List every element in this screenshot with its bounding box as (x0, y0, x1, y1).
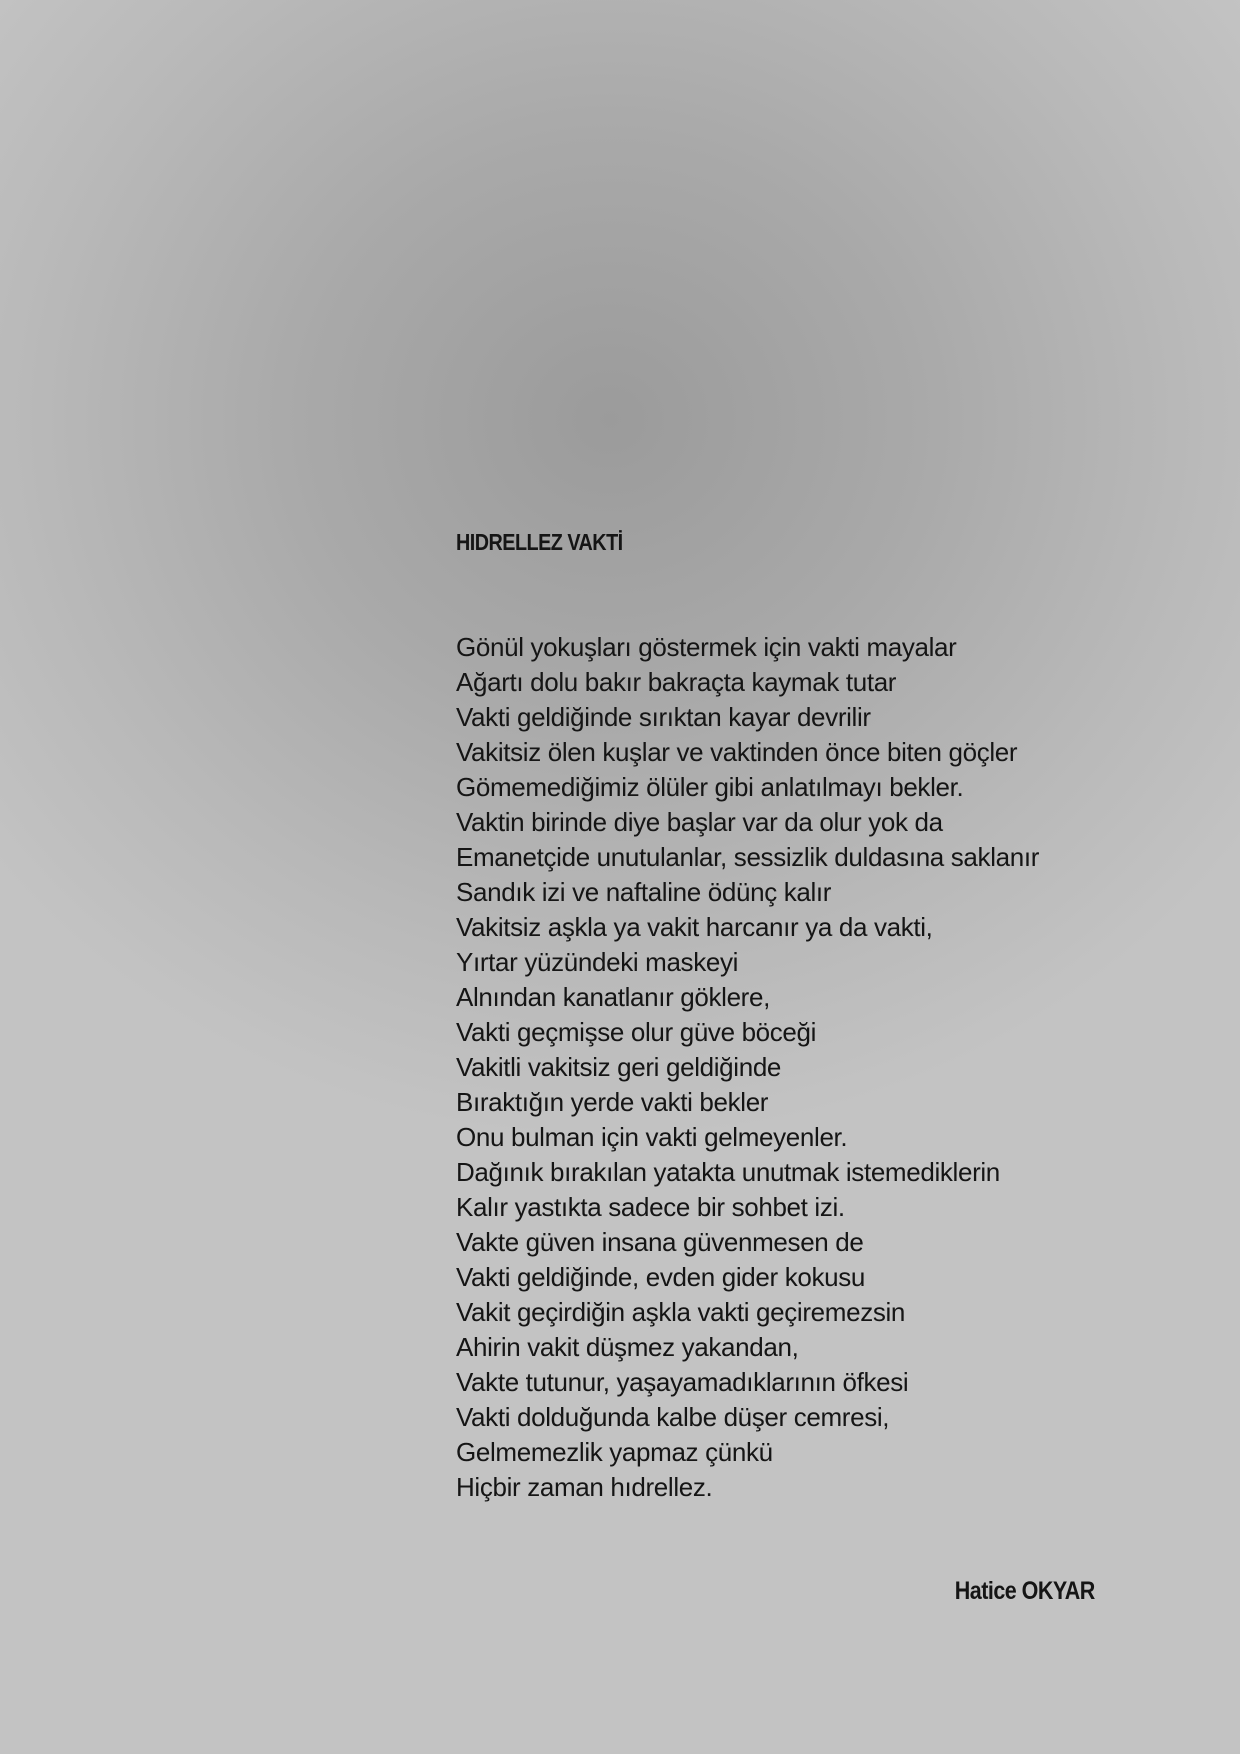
poem-line: Vakti dolduğunda kalbe düşer cemresi, (456, 1402, 890, 1432)
poem-line: Vakti geçmişse olur güve böceği (456, 1017, 817, 1047)
poem-line: Onu bulman için vakti gelmeyenler. (456, 1122, 848, 1152)
poem-line: Vakti geldiğinde, evden gider kokusu (456, 1262, 865, 1292)
poem-line: Dağınık bırakılan yatakta unutmak istemediklerin (456, 1157, 1000, 1187)
poem-line: Vakit geçirdiğin aşkla vakti geçiremezsin (456, 1297, 906, 1327)
poem-line: Vakitsiz ölen kuşlar ve vaktinden önce biten göçler (456, 737, 1018, 767)
poem-line: Hiçbir zaman hıdrellez. (456, 1472, 713, 1502)
poem-line: Emanetçide unutulanlar, sessizlik duldasına saklanır (456, 842, 1040, 872)
poem-line: Vakte güven insana güvenmesen de (456, 1227, 864, 1257)
poem-line: Gömemediğimiz ölüler gibi anlatılmayı bekler. (456, 772, 964, 802)
poem-title: HIDRELLEZ VAKTİ (456, 529, 623, 555)
poem-line: Yırtar yüzündeki maskeyi (456, 947, 739, 977)
poem-line: Vakte tutunur, yaşayamadıklarının öfkesi (456, 1367, 909, 1397)
poem-body (456, 630, 1156, 1505)
poem-line: Vakti geldiğinde sırıktan kayar devrilir (456, 702, 871, 732)
poem-line: Gönül yokuşları göstermek için vakti mayalar (456, 632, 957, 662)
poem-line: Kalır yastıkta sadece bir sohbet izi. (456, 1192, 845, 1222)
poem-line: Vakitli vakitsiz geri geldiğinde (456, 1052, 782, 1082)
poem-line: Ağartı dolu bakır bakraçta kaymak tutar (456, 667, 897, 697)
poem-line: Bıraktığın yerde vakti bekler (456, 1087, 769, 1117)
poem-line: Vaktin birinde diye başlar var da olur yok da (456, 807, 943, 837)
poem-line: Gelmemezlik yapmaz çünkü (456, 1437, 773, 1467)
poem-line: Alnından kanatlanır göklere, (456, 982, 770, 1012)
poem-line: Ahirin vakit düşmez yakandan, (456, 1332, 799, 1362)
author-name: Hatice OKYAR (955, 1577, 1095, 1605)
poem-line: Vakitsiz aşkla ya vakit harcanır ya da vakti, (456, 912, 933, 942)
poem-line: Sandık izi ve naftaline ödünç kalır (456, 877, 832, 907)
